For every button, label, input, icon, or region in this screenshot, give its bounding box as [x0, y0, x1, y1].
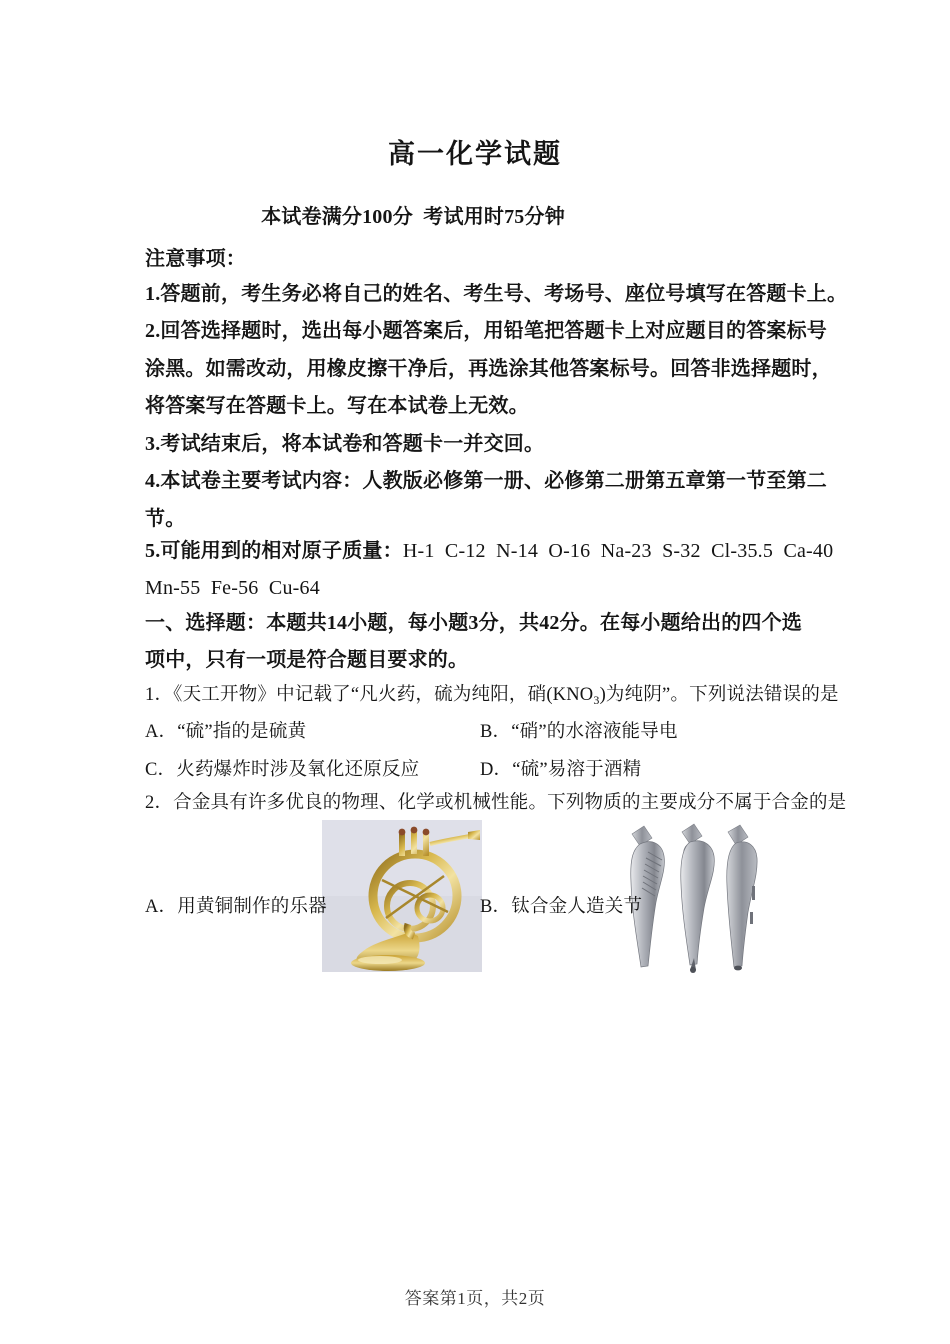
section-1-header-line-2: 项中，只有一项是符合题目要求的。 [145, 649, 469, 671]
notice-item-1: 1.答题前，考生务必将自己的姓名、考生号、考场号、座位号填写在答题卡上。 [145, 283, 848, 305]
question-1-stem-part-2: )为纯阴”。下列说法错误的是 [599, 685, 839, 705]
kno3-subscript: 3 [593, 693, 600, 707]
question-2-option-b: B．钛合金人造关节 [480, 897, 643, 917]
question-2-stem: 2．合金具有许多优良的物理、化学或机械性能。下列物质的主要成分不属于合金的是 [145, 793, 847, 813]
page-title: 高一化学试题 [388, 139, 562, 169]
question-1-stem-part-1: 1．《天工开物》中记载了“凡火药，硫为纯阳，硝(KNO [145, 685, 594, 705]
hip-implants-image [624, 816, 774, 974]
notice-heading: 注意事项： [145, 248, 246, 270]
french-horn-illustration [322, 820, 482, 972]
page-footer: 答案第1页，共2页 [404, 1289, 546, 1308]
question-1-option-a: A．“硫”指的是硫黄 [145, 722, 307, 742]
atomic-mass-values-line-2: Mn-55 Fe-56 Cu-64 [145, 577, 320, 599]
exam-info-line: 本试卷满分100分 考试用时75分钟 [261, 206, 565, 228]
notice-item-2-line-1: 2.回答选择题时，选出每小题答案后，用铅笔把答题卡上对应题目的答案标号 [145, 320, 827, 342]
atomic-mass-label: 5.可能用到的相对原子质量： [145, 540, 403, 562]
question-1-stem [145, 682, 839, 709]
atomic-mass-values-line-1: H-1 C-12 N-14 O-16 Na-23 S-32 Cl-35.5 Ca-40 [402, 540, 834, 562]
hip-implants-illustration [624, 816, 774, 974]
notice-item-4-line-2: 节。 [145, 508, 186, 530]
notice-item-5 [145, 538, 833, 564]
notice-item-2-line-3: 将答案写在答题卡上。写在本试卷上无效。 [145, 395, 529, 417]
notice-item-4-line-1: 4.本试卷主要考试内容：人教版必修第一册、必修第二册第五章第一节至第二 [145, 470, 827, 492]
question-1-option-d: D．“硫”易溶于酒精 [480, 760, 642, 780]
question-1-option-c: C．火药爆炸时涉及氧化还原反应 [145, 760, 420, 780]
notice-item-3: 3.考试结束后，将本试卷和答题卡一并交回。 [145, 433, 545, 455]
question-1-option-b: B．“硝”的水溶液能导电 [480, 722, 678, 742]
french-horn-image [322, 820, 482, 972]
section-1-header-line-1: 一、选择题：本题共14小题，每小题3分，共42分。在每小题给出的四个选 [145, 612, 802, 634]
notice-item-2-line-2: 涂黑。如需改动，用橡皮擦干净后，再选涂其他答案标号。回答非选择题时， [145, 358, 832, 380]
question-2-option-a: A．用黄铜制作的乐器 [145, 897, 327, 917]
